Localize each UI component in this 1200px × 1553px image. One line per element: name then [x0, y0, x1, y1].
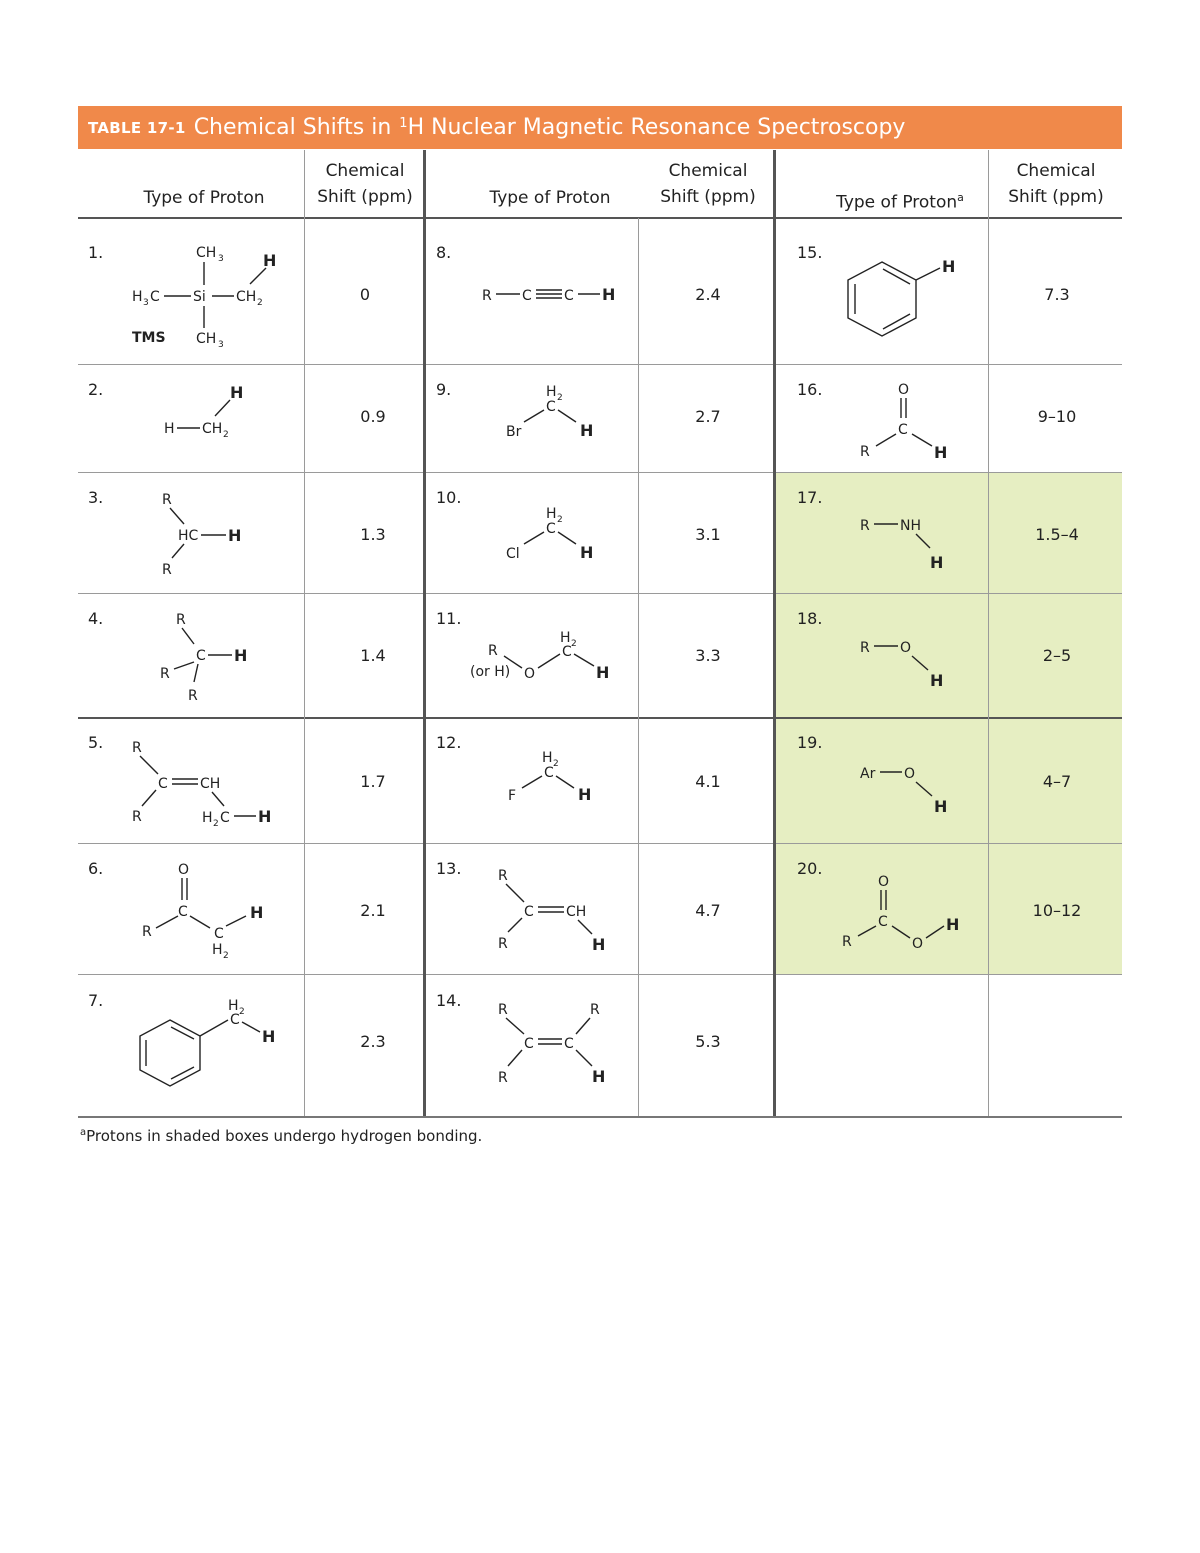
structure-methylene — [156, 484, 296, 579]
svg-text:O: O — [878, 874, 890, 890]
svg-text:H: H — [202, 810, 213, 826]
shift-value: 4.7 — [695, 901, 721, 920]
svg-text:O: O — [904, 766, 916, 782]
svg-text:C: C — [178, 904, 188, 920]
structure-benzylic — [124, 990, 304, 1100]
svg-text:2: 2 — [571, 639, 577, 649]
row-number: 5. — [88, 733, 104, 752]
row-divider — [78, 364, 1122, 365]
svg-text:CH: CH — [236, 289, 257, 305]
row-number: 9. — [436, 380, 452, 399]
shift-value: 9–10 — [1037, 407, 1077, 426]
row-number: 14. — [436, 991, 462, 1010]
svg-text:H: H — [258, 807, 272, 826]
table-title: Chemical Shifts in $^1$H Nuclear Magnetic Resonance Spectroscopy — [193, 115, 906, 140]
svg-text:R: R — [176, 612, 186, 628]
svg-text:NH: NH — [900, 518, 921, 534]
svg-text:O: O — [178, 862, 190, 878]
svg-text:(or H): (or H) — [470, 664, 511, 680]
svg-text:R: R — [860, 518, 870, 534]
row-number: 18. — [797, 609, 823, 628]
svg-text:F: F — [508, 788, 517, 804]
svg-text:R: R — [498, 936, 508, 952]
row-divider — [78, 472, 1122, 473]
row-divider — [78, 974, 1122, 975]
svg-text:2: 2 — [557, 393, 563, 403]
shift-value: 2.7 — [695, 407, 721, 426]
svg-text:H: H — [132, 289, 143, 305]
row-number: 2. — [88, 380, 104, 399]
row-number: 16. — [797, 380, 823, 399]
row-divider — [78, 843, 1122, 844]
svg-text:3: 3 — [218, 340, 224, 350]
svg-text:Si: Si — [193, 289, 206, 305]
svg-text:R: R — [160, 666, 170, 682]
structure-alkyne — [480, 278, 650, 318]
row-number: 13. — [436, 859, 462, 878]
svg-text:CH: CH — [202, 421, 223, 437]
svg-text:R: R — [498, 1070, 508, 1086]
header-chemical-shift: Chemical Shift (ppm) — [317, 161, 413, 207]
shift-value: 5.3 — [695, 1032, 721, 1051]
svg-text:R: R — [842, 934, 852, 950]
header-type-of-proton-a: Type of Proton$^a$ — [836, 191, 964, 213]
svg-text:C: C — [564, 288, 574, 304]
svg-text:H: H — [580, 543, 594, 562]
svg-text:3: 3 — [218, 254, 224, 264]
svg-text:C: C — [522, 288, 532, 304]
shift-value: 0 — [359, 285, 371, 304]
structure-alpha-carbonyl — [134, 856, 294, 961]
svg-text:H: H — [250, 903, 264, 922]
structure-methine — [150, 604, 290, 704]
svg-text:H: H — [546, 384, 557, 400]
svg-text:H: H — [546, 506, 557, 522]
svg-text:HC: HC — [178, 528, 199, 544]
svg-text:Ar: Ar — [860, 766, 876, 782]
svg-text:H: H — [934, 443, 948, 462]
shift-value: 1.7 — [360, 772, 386, 791]
structure-fluoromethyl — [500, 744, 620, 814]
structure-amine — [856, 508, 976, 578]
svg-text:Cl: Cl — [506, 546, 520, 562]
table-footnote: $^a$Protons in shaded boxes undergo hydrogen bonding. — [80, 1127, 483, 1145]
column-divider — [638, 218, 639, 1116]
svg-text:2: 2 — [239, 1007, 245, 1017]
row-number: 12. — [436, 733, 462, 752]
svg-text:C: C — [878, 914, 888, 930]
svg-text:CH: CH — [196, 331, 217, 347]
svg-text:2: 2 — [223, 951, 229, 961]
svg-text:R: R — [498, 1002, 508, 1018]
structure-allylic — [126, 730, 306, 830]
svg-text:H: H — [596, 663, 610, 682]
svg-text:H: H — [164, 421, 175, 437]
header-type-of-proton: Type of Proton — [143, 188, 265, 208]
header-chemical-shift: Chemical Shift (ppm) — [660, 161, 756, 207]
svg-text:C: C — [546, 399, 556, 415]
shift-value: 4–7 — [1042, 772, 1072, 791]
svg-text:O: O — [912, 936, 924, 952]
table-title-bar — [78, 106, 1122, 149]
shift-value: 7.3 — [1044, 285, 1070, 304]
svg-text:R: R — [188, 688, 198, 704]
svg-text:H: H — [578, 785, 592, 804]
header-rule — [78, 217, 1122, 219]
structure-aromatic — [840, 248, 990, 358]
row-number: 1. — [88, 243, 104, 262]
svg-text:O: O — [900, 640, 912, 656]
svg-text:H: H — [592, 935, 606, 954]
svg-text:2: 2 — [553, 759, 559, 769]
row-number: 10. — [436, 488, 462, 507]
svg-text:2: 2 — [213, 819, 219, 829]
shift-value: 2.1 — [360, 901, 386, 920]
row-number: 15. — [797, 243, 823, 262]
svg-text:CH: CH — [196, 245, 217, 261]
table-bottom-rule — [78, 1116, 1122, 1118]
structure-bromomethyl — [500, 378, 620, 448]
svg-text:R: R — [860, 444, 870, 460]
row-number: 8. — [436, 243, 452, 262]
svg-text:C: C — [562, 644, 572, 660]
svg-text:H: H — [580, 421, 594, 440]
shift-value: 2.4 — [695, 285, 721, 304]
structure-vinyl-internal — [492, 992, 632, 1092]
row-number: 3. — [88, 488, 104, 507]
svg-text:R: R — [142, 924, 152, 940]
svg-text:CH: CH — [200, 776, 221, 792]
svg-text:O: O — [898, 382, 910, 398]
shift-value: 3.3 — [695, 646, 721, 665]
structure-tms — [120, 232, 320, 362]
svg-text:C: C — [150, 289, 160, 305]
shift-value: 3.1 — [695, 525, 721, 544]
svg-text:O: O — [524, 666, 536, 682]
svg-text:TMS: TMS — [132, 330, 166, 346]
svg-text:R: R — [132, 740, 142, 756]
row-number: 20. — [797, 859, 823, 878]
svg-text:C: C — [546, 521, 556, 537]
svg-text:H: H — [228, 998, 239, 1014]
shift-value: 1.3 — [360, 525, 386, 544]
shift-value: 1.4 — [360, 646, 386, 665]
svg-text:H: H — [930, 671, 944, 690]
svg-text:H: H — [942, 257, 956, 276]
structure-methyl — [160, 378, 300, 448]
svg-text:C: C — [524, 904, 534, 920]
svg-text:C: C — [544, 765, 554, 781]
svg-text:2: 2 — [257, 298, 263, 308]
svg-text:H: H — [560, 630, 571, 646]
svg-text:C: C — [230, 1012, 240, 1028]
svg-text:C: C — [898, 422, 908, 438]
row-number: 6. — [88, 859, 104, 878]
svg-text:CH: CH — [566, 904, 587, 920]
shift-value: 2–5 — [1042, 646, 1072, 665]
shift-value: 4.1 — [695, 772, 721, 791]
structure-ether — [468, 624, 628, 699]
row-number: 4. — [88, 609, 104, 628]
svg-text:H: H — [212, 942, 223, 958]
structure-vinyl-terminal — [492, 860, 632, 960]
svg-text:2: 2 — [223, 430, 229, 440]
svg-text:R: R — [482, 288, 492, 304]
shift-value: 10–12 — [1032, 901, 1082, 920]
svg-text:C: C — [214, 926, 224, 942]
svg-text:3: 3 — [143, 298, 149, 308]
row-divider — [78, 717, 1122, 719]
header-chemical-shift: Chemical Shift (ppm) — [1008, 161, 1104, 207]
svg-text:H: H — [234, 646, 248, 665]
svg-text:R: R — [132, 809, 142, 825]
svg-text:R: R — [498, 868, 508, 884]
svg-text:H: H — [602, 285, 616, 304]
svg-text:H: H — [930, 553, 944, 572]
svg-text:H: H — [228, 526, 242, 545]
svg-text:H: H — [542, 750, 553, 766]
svg-text:2: 2 — [557, 515, 563, 525]
structure-phenol — [856, 756, 976, 826]
row-number: 19. — [797, 733, 823, 752]
structure-aldehyde — [852, 376, 972, 466]
svg-text:C: C — [158, 776, 168, 792]
row-number: 17. — [797, 488, 823, 507]
structure-alcohol — [856, 630, 976, 700]
row-number: 7. — [88, 991, 104, 1010]
svg-text:R: R — [590, 1002, 600, 1018]
shift-value: 2.3 — [360, 1032, 386, 1051]
row-number: 11. — [436, 609, 462, 628]
svg-text:H: H — [230, 383, 244, 402]
shift-value: 0.9 — [360, 407, 386, 426]
svg-text:C: C — [196, 648, 206, 664]
svg-text:H: H — [946, 915, 960, 934]
header-type-of-proton: Type of Proton — [489, 188, 611, 208]
svg-text:H: H — [263, 251, 277, 270]
svg-text:C: C — [220, 810, 230, 826]
svg-text:R: R — [860, 640, 870, 656]
row-divider — [78, 593, 1122, 594]
svg-text:H: H — [592, 1067, 606, 1086]
svg-text:R: R — [488, 643, 498, 659]
svg-text:H: H — [934, 797, 948, 816]
svg-text:R: R — [162, 562, 172, 578]
column-divider — [773, 150, 776, 1116]
svg-text:R: R — [162, 492, 172, 508]
svg-text:Br: Br — [506, 424, 522, 440]
shift-value: 1.5–4 — [1035, 525, 1079, 544]
structure-chloromethyl — [500, 500, 620, 570]
table-tag: TABLE 17-1 — [88, 118, 186, 137]
svg-text:H: H — [262, 1027, 276, 1046]
structure-carboxylic-acid — [838, 868, 988, 958]
svg-text:C: C — [524, 1036, 534, 1052]
svg-text:C: C — [564, 1036, 574, 1052]
